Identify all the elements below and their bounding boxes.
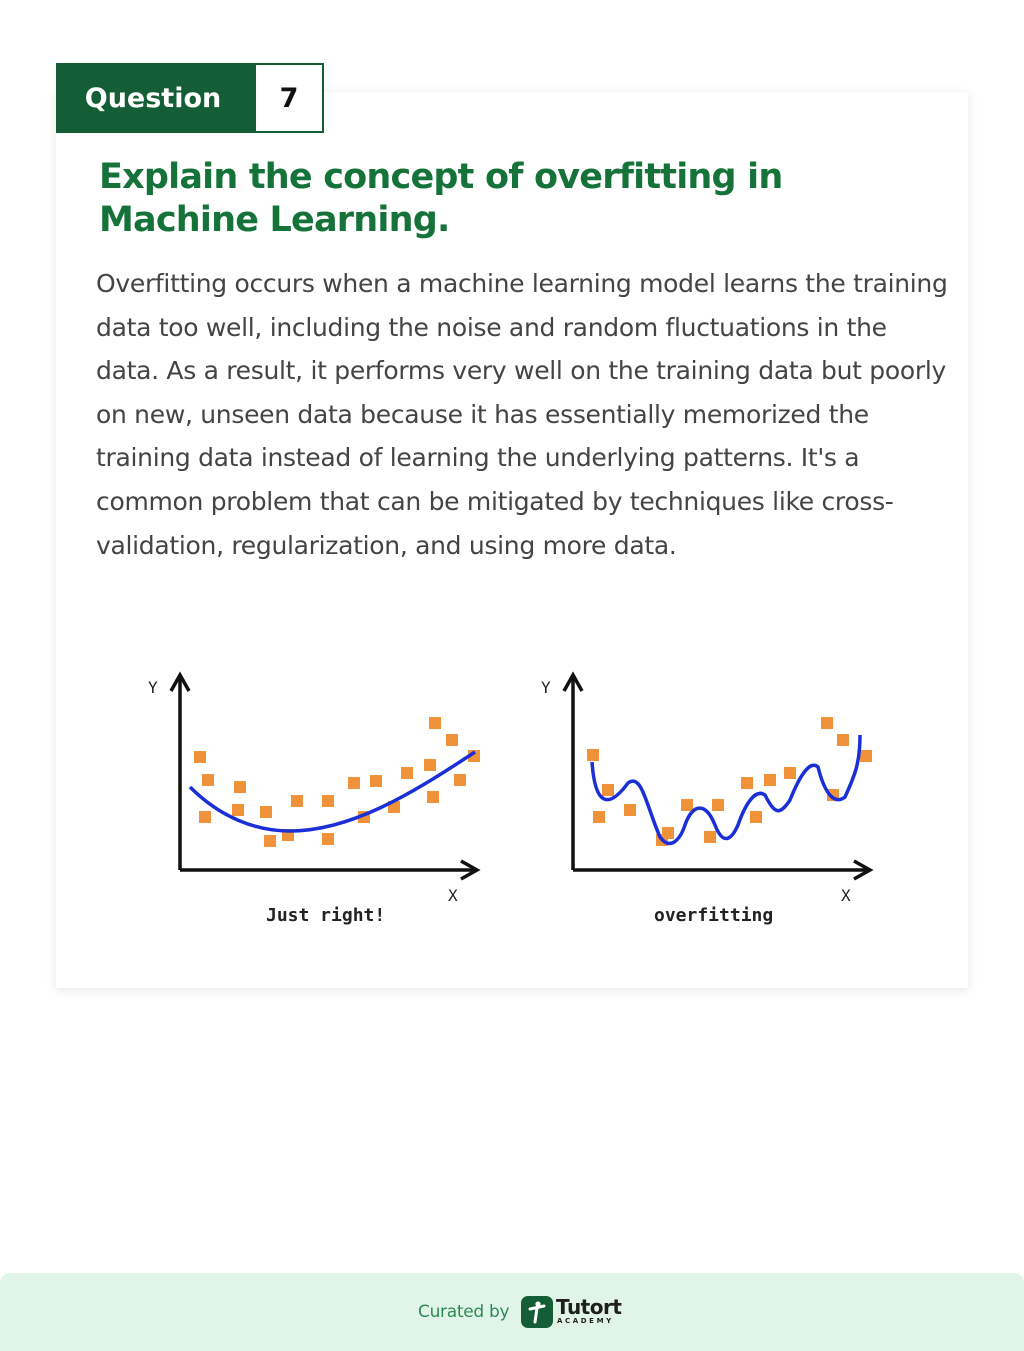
left-data-point — [234, 781, 246, 793]
left-data-point — [370, 775, 382, 787]
question-label: Question — [56, 63, 254, 133]
left-data-point — [194, 751, 206, 763]
question-badge — [56, 63, 324, 133]
left-data-point — [429, 717, 441, 729]
right-data-point — [821, 717, 833, 729]
right-y-label: Y — [541, 678, 551, 697]
right-data-point — [681, 799, 693, 811]
left-y-label: Y — [148, 678, 158, 697]
just-right-caption: Just right! — [266, 905, 386, 926]
right-data-point — [624, 804, 636, 816]
left-data-point — [291, 795, 303, 807]
right-data-point — [837, 734, 849, 746]
left-data-point — [401, 767, 413, 779]
right-data-point — [704, 831, 716, 843]
left-data-point — [322, 795, 334, 807]
left-data-point — [199, 811, 211, 823]
left-data-point — [260, 806, 272, 818]
overfitting-illustration — [130, 655, 900, 955]
left-data-point — [348, 777, 360, 789]
right-data-point — [860, 750, 872, 762]
right-data-point — [750, 811, 762, 823]
left-data-point — [424, 759, 436, 771]
right-data-point — [764, 774, 776, 786]
left-data-point — [427, 791, 439, 803]
right-data-point — [712, 799, 724, 811]
right-data-point — [784, 767, 796, 779]
curated-by-text: Curated by — [418, 1302, 510, 1322]
answer-text: Overfitting occurs when a machine learning model learns the training data too well, including the noise and random fluctuations in the data. As a result, it performs very well on the training data but poorly on new, unseen data because it has essentially memorized the training data instead of learning the underlying patterns. It's a common problem that can be mitigated by techniques like cross-validation, regularization, and using more data. — [96, 269, 948, 560]
left-data-point — [322, 833, 334, 845]
tutort-logo-icon — [521, 1296, 553, 1328]
right-data-point — [602, 784, 614, 796]
right-data-point — [662, 827, 674, 839]
just-right-panel — [148, 675, 480, 905]
right-x-label: X — [841, 886, 851, 905]
brand-subtitle: ACADEMY — [557, 1317, 614, 1325]
right-data-point — [741, 777, 753, 789]
brand-name: Tutort — [556, 1295, 622, 1319]
overfitting-caption: overfitting — [654, 905, 774, 926]
question-title: Explain the concept of overfitting in Machine Learning. — [99, 157, 783, 240]
right-data-point — [587, 749, 599, 761]
right-data-point — [593, 811, 605, 823]
right-overfit-curve — [592, 735, 860, 843]
question-number: 7 — [254, 63, 324, 133]
left-data-point — [202, 774, 214, 786]
left-data-point — [264, 835, 276, 847]
tutort-logo-figure-icon — [521, 1296, 553, 1328]
footer-bar — [0, 1273, 1024, 1351]
left-data-point — [446, 734, 458, 746]
left-data-points — [194, 717, 480, 847]
left-data-point — [232, 804, 244, 816]
illustration-svg — [130, 655, 900, 955]
left-x-label: X — [448, 886, 458, 905]
overfitting-panel — [541, 675, 872, 905]
left-data-point — [454, 774, 466, 786]
